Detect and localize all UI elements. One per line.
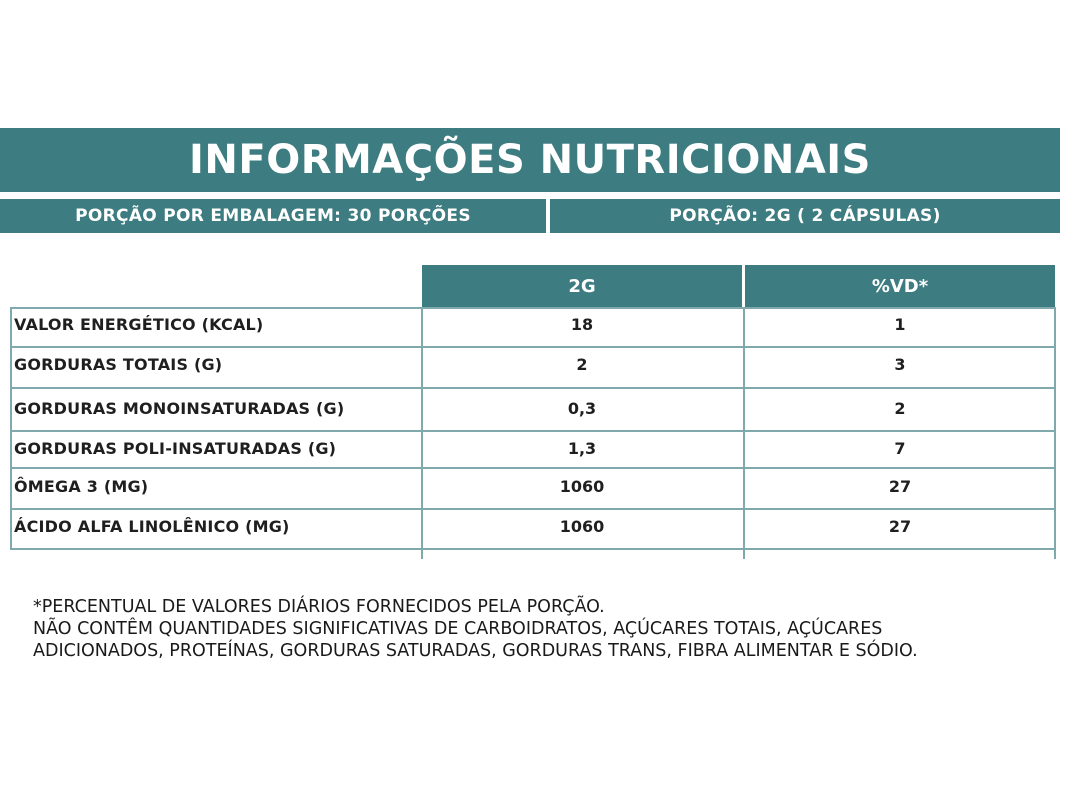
table-row-divider — [10, 430, 1056, 432]
table-row-label: GORDURAS TOTAIS (G) — [14, 355, 223, 374]
table-row-divider — [10, 346, 1056, 348]
table-cell-daily-value: 7 — [894, 439, 906, 458]
table-cell-amount: 1060 — [559, 477, 605, 496]
table-cell-daily-value: 1 — [894, 315, 906, 334]
footnote-daily-values: *PERCENTUAL DE VALORES DIÁRIOS FORNECIDOS PELA PORÇÃO. — [33, 597, 605, 617]
table-row-divider — [10, 307, 1056, 309]
footnote-not-significant: NÃO CONTÊM QUANTIDADES SIGNIFICATIVAS DE CARBOIDRATOS, AÇÚCARES TOTAIS, AÇÚCARES — [33, 619, 883, 639]
table-row-label: ÔMEGA 3 (MG) — [14, 477, 149, 496]
table-row-divider — [10, 467, 1056, 469]
table-cell-amount: 18 — [570, 315, 594, 334]
table-row-divider — [10, 508, 1056, 510]
table-border-left — [10, 307, 12, 549]
table-row-label: VALOR ENERGÉTICO (KCAL) — [14, 315, 264, 334]
page-title: INFORMAÇÕES NUTRICIONAIS — [0, 128, 1060, 192]
table-row-divider — [10, 548, 1056, 550]
portion-size: PORÇÃO: 2G ( 2 CÁPSULAS) — [550, 199, 1060, 233]
table-cell-daily-value: 27 — [888, 477, 912, 496]
footnote-not-significant-cont: ADICIONADOS, PROTEÍNAS, GORDURAS SATURADAS, GORDURAS TRANS, FIBRA ALIMENTAR E SÓDIO. — [33, 641, 918, 661]
table-row-label: GORDURAS POLI-INSATURADAS (G) — [14, 439, 337, 458]
table-row-divider — [10, 387, 1056, 389]
table-row-label: GORDURAS MONOINSATURADAS (G) — [14, 399, 345, 418]
portions-per-package: PORÇÃO POR EMBALAGEM: 30 PORÇÕES — [0, 199, 546, 233]
table-cell-amount: 1,3 — [567, 439, 597, 458]
table-cell-daily-value: 27 — [888, 517, 912, 536]
table-cell-amount: 1060 — [559, 517, 605, 536]
table-row-label: ÁCIDO ALFA LINOLÊNICO (MG) — [14, 517, 290, 536]
table-cell-daily-value: 2 — [894, 399, 906, 418]
table-cell-daily-value: 3 — [894, 355, 906, 374]
column-header-amount: 2G — [422, 265, 742, 307]
table-cell-amount: 2 — [576, 355, 588, 374]
footnotes — [33, 596, 1053, 662]
column-header-daily-value: %VD* — [745, 265, 1055, 307]
table-cell-amount: 0,3 — [567, 399, 597, 418]
